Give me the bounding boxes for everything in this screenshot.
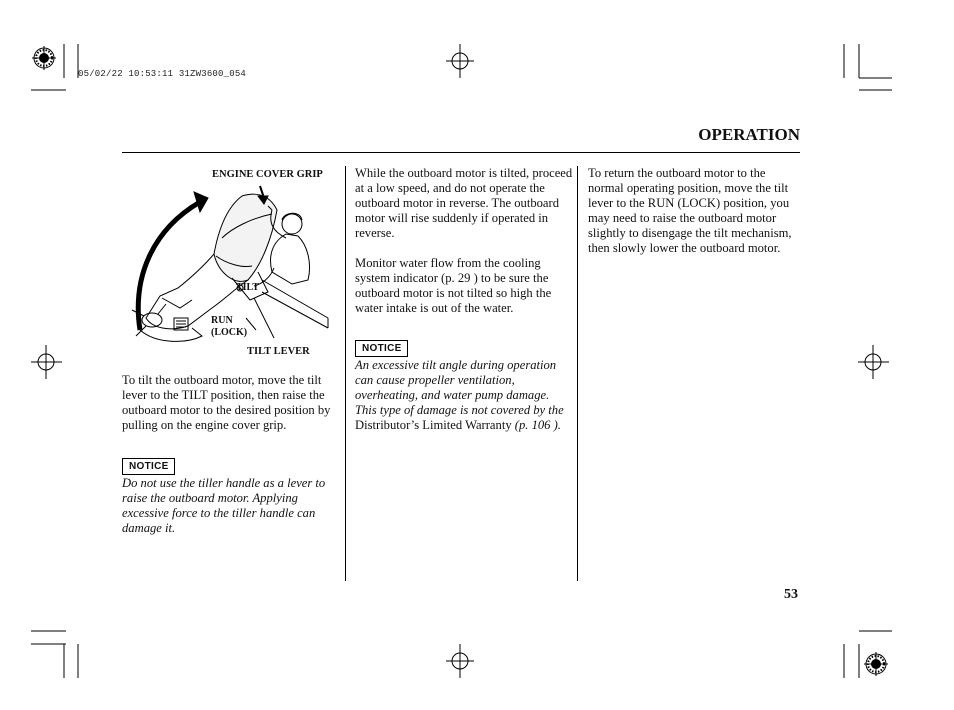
notice-text: Do not use the tiller handle as a lever to raise the outboard motor. Applying excessive force to the tiller handle can damage it. [122, 476, 326, 535]
column-divider [577, 166, 578, 581]
notice-badge: NOTICE [355, 340, 408, 357]
label-tilt-lever: TILT LEVER [247, 346, 310, 357]
label-tilt: TILT [236, 282, 259, 293]
return-position-text: To return the outboard motor to the normal operating position, move the tilt lever to the RUN (LOCK) position, you may need to raise the outboard motor slightly to disengage the tilt mechanism, then slowly lower the outboard motor. [588, 166, 792, 255]
notice-badge: NOTICE [122, 458, 175, 475]
column-divider [345, 166, 346, 581]
header-rule [122, 152, 800, 153]
label-engine-cover-grip: ENGINE COVER GRIP [212, 169, 323, 180]
water-flow-text: Monitor water flow from the cooling system indicator (p. 29 ) to be sure the outboard motor is not tilted so high the water intake is out of the water. [355, 256, 552, 315]
notice-text [355, 358, 567, 433]
print-job-id: 05/02/22 10:53:11 31ZW3600_054 [78, 69, 247, 79]
registration-mark-icon [32, 46, 56, 70]
tilt-instructions: To tilt the outboard motor, move the tilt lever to the TILT position, then raise the outboard motor to the desired position by pulling on the engine cover grip. [122, 373, 331, 432]
tilted-operation-text: While the outboard motor is tilted, proceed at a low speed, and do not operate the outboard motor in reverse. The outboard motor will rise suddenly if operated in reverse. [355, 166, 573, 240]
registration-mark-icon [864, 652, 888, 676]
label-run: RUN [211, 315, 233, 326]
warranty-name: Distributor’s Limited Warranty [355, 418, 512, 432]
page-number: 53 [784, 587, 798, 602]
section-title: OPERATION [698, 125, 800, 144]
label-lock: (LOCK) [211, 327, 248, 338]
notice-text-main: An excessive tilt angle during operation can cause propeller ventilation, overheating, and water pump damage. This type of damage is not covered by the [355, 358, 564, 417]
page-reference: (p. 106 ). [514, 418, 561, 432]
